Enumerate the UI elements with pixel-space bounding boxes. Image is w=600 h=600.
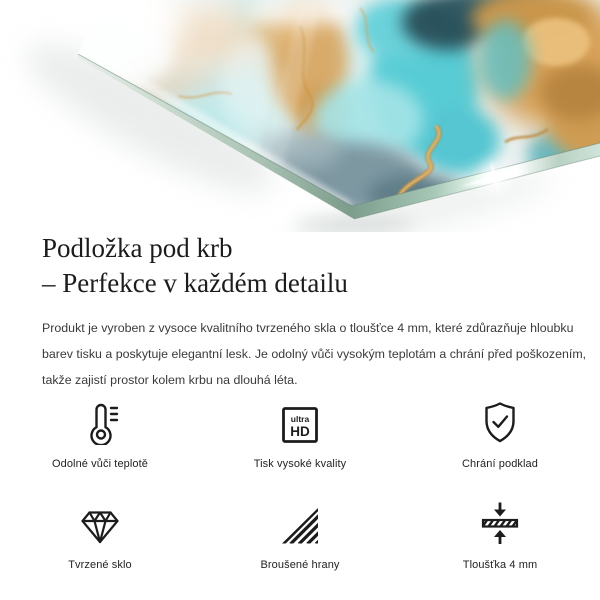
feature-thickness	[400, 500, 600, 571]
feature-label: Tisk vysoké kvality	[253, 458, 347, 470]
diamond-icon	[78, 500, 122, 546]
feature-grid	[0, 399, 600, 571]
feature-protects-surface	[400, 399, 600, 470]
description-line: Produkt je vyroben z vysoce kvalitního tvrzeného skla o tloušťce 4 mm, které zdůrazňuje hloubku	[42, 321, 574, 335]
page-title-line2: – Perfekce v každém detailu	[42, 268, 348, 298]
ultra-hd-text-bottom: HD	[290, 424, 310, 439]
product-image	[0, 0, 600, 232]
page-title-line1: Podložka pod krb	[42, 233, 233, 263]
description-line: barev tisku a poskytuje elegantní lesk. Je odolný vůči vysokým teplotám a chrání před poškozením,	[42, 347, 587, 361]
feature-heat-resistant	[0, 399, 200, 470]
feature-label: Broušené hrany	[260, 559, 340, 571]
ultra-hd-text-top: ultra	[290, 414, 310, 424]
thickness-icon	[478, 500, 522, 546]
feature-label: Tloušťka 4 mm	[462, 559, 538, 571]
feature-label: Odolné vůči teplotě	[51, 458, 149, 470]
description-line: takže zajistí prostor kolem krbu na dlouhá léta.	[42, 373, 298, 387]
product-copy	[42, 231, 587, 393]
glass-panel-render	[0, 0, 600, 232]
feature-print-quality	[200, 399, 400, 470]
product-description	[42, 315, 587, 393]
ultra-hd-icon	[280, 399, 320, 445]
thermometer-icon	[80, 399, 120, 445]
page-title	[42, 231, 572, 301]
feature-polished-edges	[200, 500, 400, 571]
feature-label: Tvrzené sklo	[68, 559, 132, 571]
polished-edges-icon	[280, 500, 320, 546]
shield-check-icon	[480, 399, 520, 445]
feature-label: Chrání podklad	[461, 458, 538, 470]
feature-tempered-glass	[0, 500, 200, 571]
